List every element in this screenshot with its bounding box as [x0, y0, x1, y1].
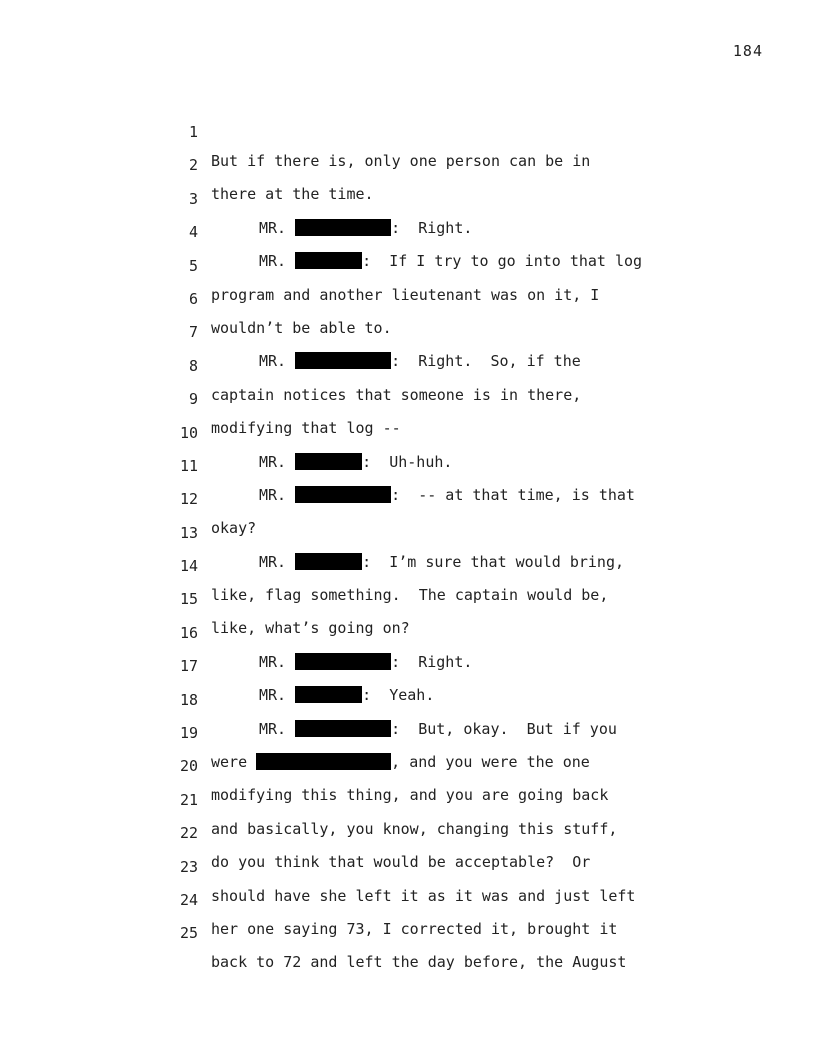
- speaker-text: : Yeah.: [362, 686, 435, 705]
- line-text: her one saying 73, I corrected it, brought it: [211, 919, 618, 938]
- speaker-text: : Right.: [391, 652, 473, 671]
- line-prefix: were: [211, 753, 257, 772]
- speaker-prefix: MR.: [259, 452, 296, 471]
- line-number: 19: [179, 724, 198, 743]
- line-number: 9: [188, 390, 198, 409]
- line-text: okay?: [211, 519, 257, 538]
- line-text: program and another lieutenant was on it, I: [211, 285, 600, 304]
- speaker-text: : But, okay. But if you: [391, 719, 617, 738]
- speaker-text: : I’m sure that would bring,: [362, 552, 625, 571]
- line-suffix: , and you were the one: [391, 753, 590, 772]
- line-number: 13: [179, 523, 198, 542]
- line-text: modifying this thing, and you are going back: [211, 786, 609, 805]
- line-number: 22: [179, 824, 198, 843]
- line-text: and basically, you know, changing this stuff,: [211, 819, 618, 838]
- line-number: 20: [179, 757, 198, 776]
- speaker-prefix: MR.: [259, 652, 296, 671]
- speaker-prefix: MR.: [259, 686, 296, 705]
- line-number: 12: [179, 490, 198, 509]
- speaker-prefix: MR.: [259, 252, 296, 271]
- line-number: 18: [179, 690, 198, 709]
- line-number: 1: [188, 123, 198, 141]
- line-number: 21: [179, 790, 198, 809]
- transcript-body: [0, 89, 816, 972]
- line-number: 7: [188, 323, 198, 342]
- line-number: 23: [179, 857, 198, 876]
- line-number: 5: [188, 256, 198, 275]
- speaker-text: : Uh-huh.: [362, 452, 453, 471]
- speaker-text: : Right.: [391, 218, 473, 237]
- speaker-text: : -- at that time, is that: [391, 485, 635, 504]
- line-number: 10: [179, 423, 198, 442]
- speaker-prefix: MR.: [259, 552, 296, 571]
- line-text: like, flag something. The captain would be,: [211, 586, 609, 605]
- line-text: like, what’s going on?: [211, 619, 410, 638]
- line-text: captain notices that someone is in there,: [211, 385, 582, 404]
- line-text: wouldn’t be able to.: [211, 318, 392, 337]
- line-number: 15: [179, 590, 198, 609]
- line-text: modifying that log --: [211, 419, 401, 438]
- line-number: 16: [179, 623, 198, 642]
- line-number: 3: [188, 189, 198, 208]
- line-text: do you think that would be acceptable? Or: [211, 853, 591, 872]
- line-number: 25: [179, 924, 198, 943]
- line-text: But if there is, only one person can be in: [211, 152, 591, 170]
- line-number: 2: [188, 156, 198, 175]
- speaker-text: : If I try to go into that log: [362, 252, 643, 271]
- speaker-prefix: MR.: [259, 218, 296, 237]
- speaker-prefix: MR.: [259, 485, 296, 504]
- line-number: 14: [179, 557, 198, 576]
- page-number: 184: [732, 42, 763, 60]
- speaker-prefix: MR.: [259, 352, 296, 371]
- line-number: 4: [188, 223, 198, 242]
- line-text: there at the time.: [211, 185, 374, 204]
- speaker-prefix: MR.: [259, 719, 296, 738]
- transcript-line: [0, 89, 816, 170]
- line-number: 17: [179, 657, 198, 676]
- line-number: 11: [179, 456, 198, 475]
- line-number: 6: [188, 289, 198, 308]
- line-number: 8: [188, 356, 198, 375]
- speaker-text: : Right. So, if the: [391, 352, 581, 371]
- line-text: should have she left it as it was and just left: [211, 886, 636, 905]
- line-text: back to 72 and left the day before, the August: [211, 953, 627, 972]
- line-number: 24: [179, 890, 198, 909]
